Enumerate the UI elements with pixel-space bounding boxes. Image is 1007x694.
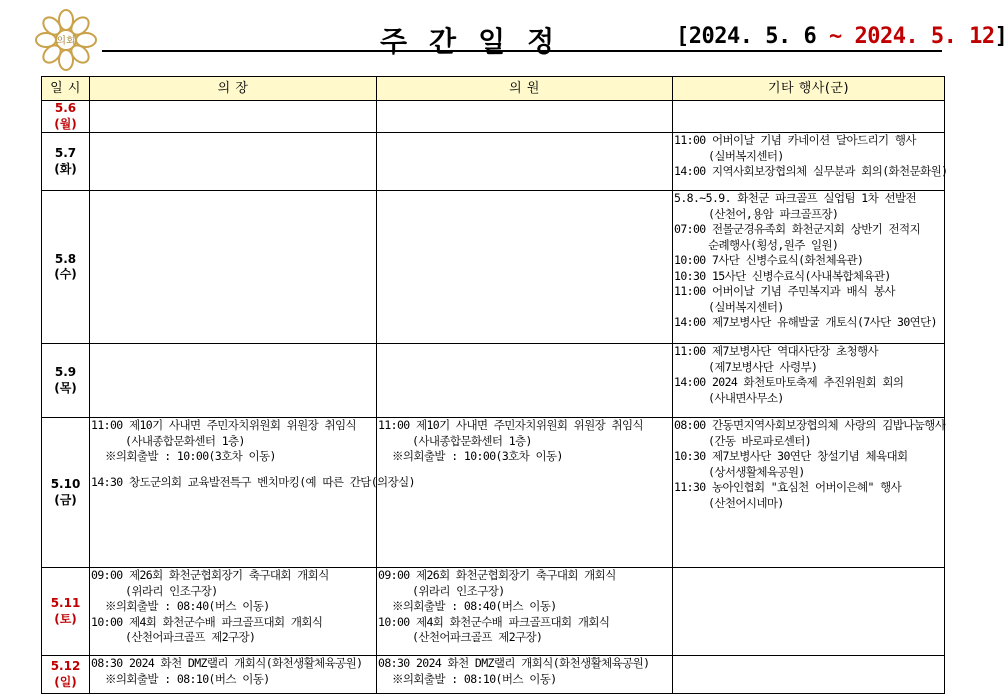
chair-schedule-cell xyxy=(90,418,415,568)
day-date: 5.12 xyxy=(50,659,81,673)
schedule-line xyxy=(91,465,375,475)
schedule-line: ※의회출발 : 08:40(버스 이동) xyxy=(105,599,270,613)
schedule-line: (사내종합문화센터 1층) xyxy=(412,433,532,448)
member-schedule-cell xyxy=(377,133,673,191)
day-weekday: (화) xyxy=(54,161,77,176)
member-schedule-cell xyxy=(377,418,673,568)
table-row xyxy=(42,568,945,656)
schedule-line: 10:00 제4회 화천군수배 파크골프대회 개회식 xyxy=(91,614,323,629)
schedule-line: (사내종합문화센터 1층) xyxy=(125,433,245,448)
table-row xyxy=(42,191,945,344)
day-date: 5.8 xyxy=(54,251,77,266)
schedule-line: 11:30 농아인협회 "효심천 어버이은혜" 행사 xyxy=(674,480,902,494)
schedule-line: (위라리 인조구장) xyxy=(125,583,218,598)
other-schedule-cell xyxy=(673,191,945,344)
other-schedule-cell xyxy=(673,344,945,418)
schedule-line: 10:30 15사단 신병수료식(사내복합체육관) xyxy=(674,268,891,283)
day-cell xyxy=(42,418,90,568)
schedule-line: (산천어시네마) xyxy=(708,495,784,510)
schedule-line: (산천어파크골프 제2구장) xyxy=(412,630,543,644)
header-row xyxy=(42,77,945,101)
period-start: 2024. 5. 6 xyxy=(688,24,817,49)
day-weekday: (목) xyxy=(54,380,77,395)
schedule-line: 09:00 제26회 화천군협회장기 축구대회 개회식 xyxy=(91,568,329,582)
day-weekday: (일) xyxy=(54,674,77,689)
schedule-line: 07:00 전몰군경유족회 화천군지회 상반기 전적지 xyxy=(674,222,921,236)
table-row xyxy=(42,418,945,568)
day-cell xyxy=(42,101,90,133)
schedule-line: ※의회출발 : 10:00(3호차 이동) xyxy=(392,449,563,463)
schedule-line: 10:30 제7보병사단 30연단 창설기념 체육대회 xyxy=(674,449,908,463)
period-separator: ~ xyxy=(816,24,855,49)
table-row xyxy=(42,101,945,133)
schedule-line: (실버복지센터) xyxy=(708,148,784,163)
council-emblem xyxy=(34,8,98,72)
schedule-line: 14:30 창도군의회 교육발전특구 벤치마킹(예 따른 간담(의장실) xyxy=(91,474,415,489)
schedule-line: ※의회출발 : 10:00(3호차 이동) xyxy=(105,449,276,463)
col-header-chair: 의 장 xyxy=(90,77,377,101)
member-schedule-cell xyxy=(377,101,673,133)
member-schedule-cell xyxy=(377,656,673,694)
schedule-line: 11:00 어버이날 기념 주민복지과 배식 봉사 xyxy=(674,284,895,298)
col-header-other: 기타 행사(군) xyxy=(673,77,945,101)
chair-schedule-cell xyxy=(90,568,377,656)
table-row xyxy=(42,133,945,191)
other-schedule-cell xyxy=(673,133,948,191)
other-schedule-cell xyxy=(673,101,945,133)
chair-schedule-cell xyxy=(90,656,377,694)
col-header-datetime: 일 시 xyxy=(42,77,90,101)
table-row xyxy=(42,656,945,694)
day-date: 5.11 xyxy=(50,596,81,610)
day-date: 5.9 xyxy=(54,365,77,379)
member-schedule-cell xyxy=(377,191,673,344)
schedule-line: 11:00 제10기 사내면 주민자치위원회 위원장 취임식 xyxy=(378,418,644,432)
schedule-line: 10:00 제4회 화천군수배 파크골프대회 개회식 xyxy=(378,614,610,629)
chair-schedule-cell xyxy=(90,344,377,418)
schedule-line: (제7보병사단 사령부) xyxy=(708,359,818,374)
col-header-member: 의 원 xyxy=(377,77,673,101)
schedule-line: 11:00 제10기 사내면 주민자치위원회 위원장 취임식 xyxy=(91,418,357,432)
schedule-line: (실버복지센터) xyxy=(708,299,784,314)
other-schedule-cell xyxy=(673,568,945,656)
schedule-line: ※의회출발 : 08:10(버스 이동) xyxy=(105,671,270,686)
chair-schedule-cell xyxy=(90,191,377,344)
day-cell xyxy=(42,133,90,191)
member-schedule-cell xyxy=(377,344,673,418)
schedule-line: 09:00 제26회 화천군협회장기 축구대회 개회식 xyxy=(378,568,616,582)
schedule-line: (간동 바로파로센터) xyxy=(708,433,812,448)
day-cell xyxy=(42,656,90,694)
chair-schedule-cell xyxy=(90,133,377,191)
table-row xyxy=(42,344,945,418)
schedule-line: (위라리 인조구장) xyxy=(412,583,505,598)
member-schedule-cell xyxy=(377,568,673,656)
page-title: 주간일정 xyxy=(380,25,577,58)
schedule-line: (산천어파크골프 제2구장) xyxy=(125,630,256,644)
header-divider xyxy=(102,50,942,52)
day-weekday: (금) xyxy=(54,492,77,507)
other-schedule-cell xyxy=(673,418,945,568)
schedule-line: 11:00 제7보병사단 역대사단장 초청행사 xyxy=(674,344,879,358)
period-end: 2024. 5. 12 xyxy=(854,24,995,49)
day-date: 5.7 xyxy=(54,146,77,160)
chair-schedule-cell xyxy=(90,101,377,133)
day-date: 5.10 xyxy=(50,477,81,491)
schedule-line: (사내면사무소) xyxy=(708,390,784,405)
schedule-line: 순례행사(횡성,원주 일원) xyxy=(708,237,839,252)
schedule-line: (산천어,용암 파크골프장) xyxy=(708,206,839,221)
schedule-line: 10:00 7사단 신병수료식(화천체육관) xyxy=(674,253,864,267)
period-range: [2024. 5. 6 ~ 2024. 5. 12] xyxy=(676,24,1007,49)
day-weekday: (수) xyxy=(54,267,77,281)
schedule-line: 08:30 2024 화천 DMZ랠리 개회식(화천생활체육공원) xyxy=(378,656,650,670)
day-cell xyxy=(42,568,90,656)
day-weekday: (월) xyxy=(54,116,77,131)
schedule-line: 14:00 2024 화천토마토축제 추진위원회 회의 xyxy=(674,375,904,389)
schedule-line: 5.8.~5.9. 화천군 파크골프 실업팀 1차 선발전 xyxy=(674,191,916,205)
schedule-line: ※의회출발 : 08:40(버스 이동) xyxy=(392,599,557,613)
schedule-line: (상서생활체육공원) xyxy=(708,464,805,479)
day-date: 5.6 xyxy=(54,101,77,115)
schedule-line: 08:30 2024 화천 DMZ랠리 개회식(화천생활체육공원) xyxy=(91,656,363,670)
day-weekday: (토) xyxy=(54,611,77,626)
day-cell xyxy=(42,191,90,344)
schedule-line: 08:00 간동면지역사회보장협의체 사랑의 김밥나눔행사 xyxy=(674,418,946,432)
schedule-line: ※의회출발 : 08:10(버스 이동) xyxy=(392,671,557,686)
schedule-line: 14:00 지역사회보장협의체 실무분과 회의(화천문화원) xyxy=(674,164,948,178)
other-schedule-cell xyxy=(673,656,945,694)
schedule-table xyxy=(41,76,948,694)
emblem-text: 의회 xyxy=(56,36,76,47)
schedule-line: 14:00 제7보병사단 유해발굴 개토식(7사단 30연단) xyxy=(674,315,937,329)
day-cell xyxy=(42,344,90,418)
schedule-line: 11:00 어버이날 기념 카네이션 달아드리기 행사 xyxy=(674,133,916,147)
